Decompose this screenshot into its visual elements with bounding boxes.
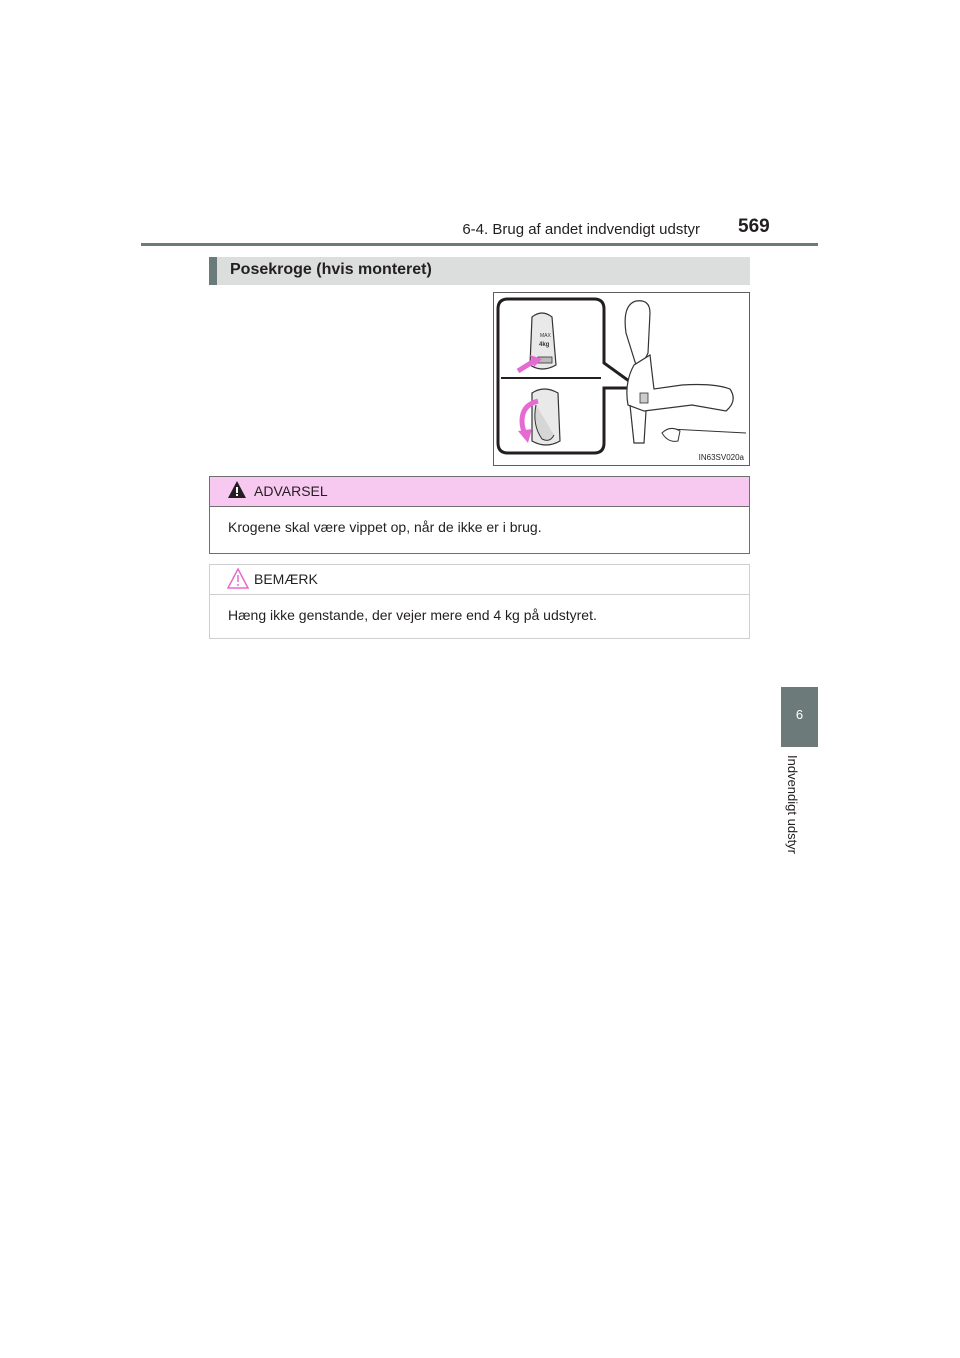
notice-box bbox=[209, 564, 750, 639]
page-number: 569 bbox=[738, 216, 770, 237]
warning-header bbox=[210, 477, 749, 507]
seat-hook-drawing bbox=[494, 293, 750, 466]
warning-box bbox=[209, 476, 750, 554]
warning-title: ADVARSEL bbox=[254, 483, 328, 499]
caution-icon bbox=[227, 568, 249, 590]
chapter-tab-number: 6 bbox=[781, 687, 818, 747]
section-heading-text: Posekroge (hvis monteret) bbox=[230, 261, 432, 278]
header-divider bbox=[141, 243, 818, 246]
chapter-title: 6-4. Brug af andet indvendigt udstyr bbox=[462, 221, 700, 238]
notice-header bbox=[210, 565, 749, 595]
warning-icon bbox=[227, 480, 247, 500]
notice-title: BEMÆRK bbox=[254, 571, 318, 587]
notice-text: Hæng ikke genstande, der vejer mere end 4 kg på udstyret. bbox=[228, 607, 597, 623]
section-heading bbox=[209, 257, 750, 285]
figure-code: IN63SV020a bbox=[698, 453, 744, 462]
chapter-tab-label: Indvendigt udstyr bbox=[785, 755, 800, 855]
bag-hook-illustration bbox=[493, 292, 750, 466]
warning-text: Krogene skal være vippet op, når de ikke er i brug. bbox=[228, 519, 542, 535]
weight-label: 4kg bbox=[539, 342, 550, 348]
max-label: MAX bbox=[540, 333, 551, 339]
